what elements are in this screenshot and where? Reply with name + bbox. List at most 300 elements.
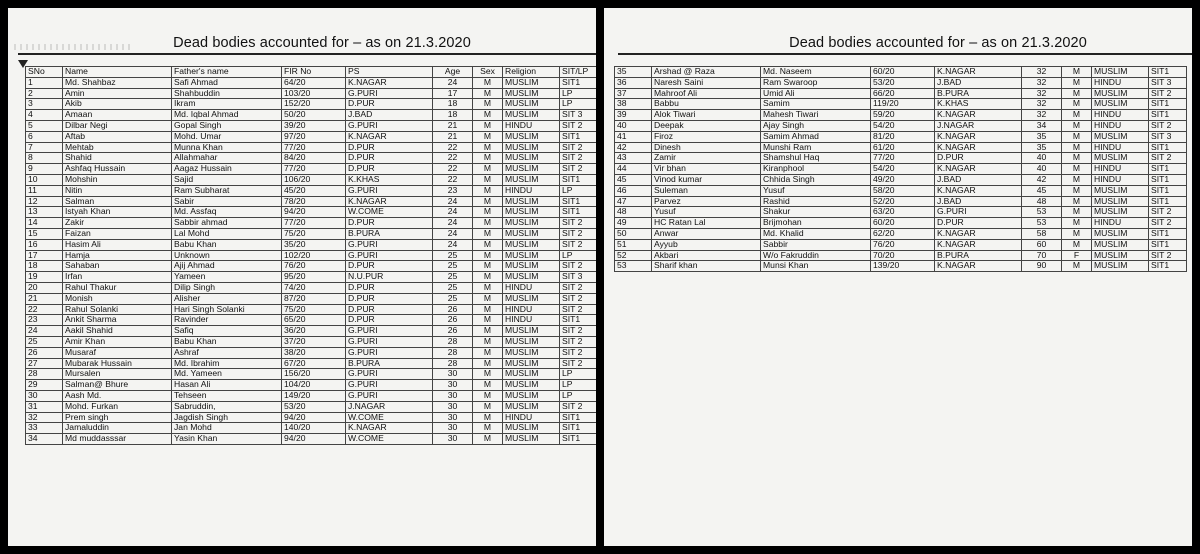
cell-age: 17 bbox=[433, 88, 473, 99]
cell-ps: K.NAGAR bbox=[935, 142, 1022, 153]
cell-sex: M bbox=[1062, 228, 1092, 239]
cell-religion: MUSLIM bbox=[1092, 67, 1149, 78]
cell-fir: 94/20 bbox=[282, 434, 346, 445]
cell-sno: 28 bbox=[26, 369, 63, 380]
cell-ps: K.NAGAR bbox=[346, 131, 433, 142]
cell-age: 34 bbox=[1022, 120, 1062, 131]
cell-sit: SIT 2 bbox=[560, 401, 597, 412]
cell-name: Md muddasssar bbox=[63, 434, 172, 445]
cell-sno: 5 bbox=[26, 120, 63, 131]
cell-ps: W.COME bbox=[346, 207, 433, 218]
cell-sex: M bbox=[1062, 174, 1092, 185]
cell-sno: 14 bbox=[26, 218, 63, 229]
table-row bbox=[26, 293, 597, 304]
cell-age: 25 bbox=[433, 272, 473, 283]
cell-fir: 87/20 bbox=[282, 293, 346, 304]
cell-sno: 32 bbox=[26, 412, 63, 423]
cell-sit: LP bbox=[560, 99, 597, 110]
cell-name: Naresh Saini bbox=[652, 77, 761, 88]
cell-name: Mehtab bbox=[63, 142, 172, 153]
page-title: Dead bodies accounted for – as on 21.3.2020 bbox=[173, 35, 471, 51]
cell-age: 21 bbox=[433, 131, 473, 142]
cell-fir: 61/20 bbox=[871, 142, 935, 153]
cell-name: Rahul Solanki bbox=[63, 304, 172, 315]
cell-sex: M bbox=[473, 110, 503, 121]
cell-age: 58 bbox=[1022, 228, 1062, 239]
cell-ps: D.PUR bbox=[346, 293, 433, 304]
table-row bbox=[26, 401, 597, 412]
table-row bbox=[26, 282, 597, 293]
cell-ps: D.PUR bbox=[346, 142, 433, 153]
cell-sex: M bbox=[473, 250, 503, 261]
cell-name: Sahaban bbox=[63, 261, 172, 272]
title-underline bbox=[18, 53, 596, 55]
cell-age: 30 bbox=[433, 434, 473, 445]
table-row bbox=[615, 120, 1187, 131]
cell-sit: SIT 2 bbox=[560, 153, 597, 164]
cell-ps: G.PURI bbox=[346, 185, 433, 196]
cell-ps: J.BAD bbox=[346, 110, 433, 121]
cell-religion: HINDU bbox=[1092, 142, 1149, 153]
cell-sno: 16 bbox=[26, 239, 63, 250]
cell-fir: 77/20 bbox=[871, 153, 935, 164]
cell-sex: M bbox=[473, 142, 503, 153]
cell-religion: MUSLIM bbox=[503, 77, 560, 88]
cell-name: Mahroof Ali bbox=[652, 88, 761, 99]
cell-sex: F bbox=[1062, 250, 1092, 261]
cell-father: Ajij Ahmad bbox=[172, 261, 282, 272]
cell-ps: K.NAGAR bbox=[935, 185, 1022, 196]
cell-sex: M bbox=[473, 164, 503, 175]
cell-name: Alok Tiwari bbox=[652, 110, 761, 121]
cell-fir: 106/20 bbox=[282, 174, 346, 185]
cell-age: 26 bbox=[433, 315, 473, 326]
cell-fir: 95/20 bbox=[282, 272, 346, 283]
cell-sit: SIT 2 bbox=[560, 358, 597, 369]
cell-fir: 139/20 bbox=[871, 261, 935, 272]
cell-age: 25 bbox=[433, 250, 473, 261]
cell-age: 32 bbox=[1022, 99, 1062, 110]
cell-sit: SIT 3 bbox=[560, 272, 597, 283]
cell-father: Babu Khan bbox=[172, 239, 282, 250]
cell-age: 30 bbox=[433, 390, 473, 401]
cell-father: Ashraf bbox=[172, 347, 282, 358]
header-ps: PS bbox=[346, 67, 433, 78]
cell-father: Babu Khan bbox=[172, 336, 282, 347]
title-underline bbox=[618, 53, 1192, 55]
cell-sno: 49 bbox=[615, 218, 652, 229]
cell-sno: 31 bbox=[26, 401, 63, 412]
cell-father: Safiq bbox=[172, 326, 282, 337]
cell-sex: M bbox=[1062, 67, 1092, 78]
cell-sit: SIT1 bbox=[1149, 110, 1187, 121]
cell-religion: HINDU bbox=[1092, 164, 1149, 175]
cell-fir: 77/20 bbox=[282, 164, 346, 175]
cell-sno: 46 bbox=[615, 185, 652, 196]
cell-fir: 76/20 bbox=[871, 239, 935, 250]
cell-sex: M bbox=[473, 207, 503, 218]
cell-age: 23 bbox=[433, 185, 473, 196]
cell-sno: 18 bbox=[26, 261, 63, 272]
table-row bbox=[615, 250, 1187, 261]
cell-sit: SIT 2 bbox=[560, 228, 597, 239]
cell-sit: SIT 2 bbox=[560, 261, 597, 272]
cell-sno: 21 bbox=[26, 293, 63, 304]
cell-ps: K.KHAS bbox=[935, 99, 1022, 110]
cell-ps: B.PURA bbox=[935, 250, 1022, 261]
page-title: Dead bodies accounted for – as on 21.3.2020 bbox=[789, 35, 1087, 51]
cell-fir: 63/20 bbox=[871, 207, 935, 218]
cell-sex: M bbox=[473, 293, 503, 304]
cell-fir: 97/20 bbox=[282, 131, 346, 142]
cell-fir: 76/20 bbox=[282, 261, 346, 272]
cell-sex: M bbox=[1062, 131, 1092, 142]
cell-sex: M bbox=[473, 282, 503, 293]
cell-sit: SIT 2 bbox=[560, 239, 597, 250]
cell-sex: M bbox=[473, 120, 503, 131]
cell-name: Deepak bbox=[652, 120, 761, 131]
cell-fir: 38/20 bbox=[282, 347, 346, 358]
cell-father: Yusuf bbox=[761, 185, 871, 196]
cell-name: Aash Md. bbox=[63, 390, 172, 401]
cell-sit: SIT 2 bbox=[1149, 120, 1187, 131]
cell-religion: MUSLIM bbox=[503, 347, 560, 358]
cell-sex: M bbox=[473, 401, 503, 412]
cell-father: Alisher bbox=[172, 293, 282, 304]
cell-religion: MUSLIM bbox=[503, 142, 560, 153]
table-row bbox=[615, 153, 1187, 164]
cell-name: Aakil Shahid bbox=[63, 326, 172, 337]
cell-religion: MUSLIM bbox=[503, 228, 560, 239]
table-row bbox=[26, 207, 597, 218]
header-sex: Sex bbox=[473, 67, 503, 78]
cell-ps: K.NAGAR bbox=[935, 261, 1022, 272]
cell-father: Safi Ahmad bbox=[172, 77, 282, 88]
cell-ps: K.NAGAR bbox=[346, 77, 433, 88]
cell-sex: M bbox=[473, 347, 503, 358]
cell-sit: SIT 2 bbox=[560, 293, 597, 304]
cell-fir: 64/20 bbox=[282, 77, 346, 88]
cell-name: Hamja bbox=[63, 250, 172, 261]
cell-sno: 2 bbox=[26, 88, 63, 99]
cell-fir: 62/20 bbox=[871, 228, 935, 239]
bodies-table-right bbox=[614, 66, 1187, 272]
table-row bbox=[26, 196, 597, 207]
cell-ps: G.PURI bbox=[346, 390, 433, 401]
cell-sno: 19 bbox=[26, 272, 63, 283]
cell-sit: SIT 2 bbox=[1149, 218, 1187, 229]
cell-sit: LP bbox=[560, 250, 597, 261]
cell-father: Brijmohan bbox=[761, 218, 871, 229]
cell-father: Unknown bbox=[172, 250, 282, 261]
document-page-left bbox=[8, 8, 596, 546]
cell-fir: 50/20 bbox=[282, 110, 346, 121]
cell-fir: 67/20 bbox=[282, 358, 346, 369]
cell-religion: HINDU bbox=[1092, 77, 1149, 88]
cell-name: Zamir bbox=[652, 153, 761, 164]
cell-fir: 52/20 bbox=[871, 196, 935, 207]
cell-sex: M bbox=[473, 358, 503, 369]
cell-fir: 36/20 bbox=[282, 326, 346, 337]
cell-father: Umid Ali bbox=[761, 88, 871, 99]
cell-age: 18 bbox=[433, 110, 473, 121]
cell-name: Aftab bbox=[63, 131, 172, 142]
cell-sit: SIT1 bbox=[560, 423, 597, 434]
cell-ps: D.PUR bbox=[935, 218, 1022, 229]
cell-name: Rahul Thakur bbox=[63, 282, 172, 293]
cell-age: 25 bbox=[433, 293, 473, 304]
cell-father: Shahbuddin bbox=[172, 88, 282, 99]
cell-sit: SIT 2 bbox=[560, 164, 597, 175]
cell-fir: 66/20 bbox=[871, 88, 935, 99]
cell-age: 24 bbox=[433, 77, 473, 88]
cell-fir: 94/20 bbox=[282, 207, 346, 218]
cell-ps: G.PURI bbox=[346, 239, 433, 250]
cell-religion: MUSLIM bbox=[1092, 131, 1149, 142]
cell-sex: M bbox=[1062, 142, 1092, 153]
cell-name: Ankit Sharma bbox=[63, 315, 172, 326]
cell-fir: 81/20 bbox=[871, 131, 935, 142]
cell-ps: G.PURI bbox=[346, 250, 433, 261]
cell-sex: M bbox=[473, 77, 503, 88]
cell-age: 40 bbox=[1022, 164, 1062, 175]
cell-sit: SIT 2 bbox=[560, 120, 597, 131]
cell-sno: 26 bbox=[26, 347, 63, 358]
cell-father: Chhida Singh bbox=[761, 174, 871, 185]
table-row bbox=[26, 153, 597, 164]
cell-sex: M bbox=[473, 434, 503, 445]
cell-sex: M bbox=[473, 326, 503, 337]
cell-sex: M bbox=[473, 185, 503, 196]
cell-name: Sharif khan bbox=[652, 261, 761, 272]
cell-father: Md. Assfaq bbox=[172, 207, 282, 218]
cell-sno: 52 bbox=[615, 250, 652, 261]
table-row bbox=[615, 174, 1187, 185]
table-row bbox=[26, 336, 597, 347]
cell-name: Istyah Khan bbox=[63, 207, 172, 218]
cell-father: Shamshul Haq bbox=[761, 153, 871, 164]
cell-fir: 70/20 bbox=[871, 250, 935, 261]
cell-religion: MUSLIM bbox=[503, 174, 560, 185]
cell-religion: MUSLIM bbox=[503, 218, 560, 229]
cell-father: Hasan Ali bbox=[172, 380, 282, 391]
cell-age: 22 bbox=[433, 142, 473, 153]
cell-sit: SIT1 bbox=[560, 315, 597, 326]
table-row bbox=[26, 434, 597, 445]
cell-age: 28 bbox=[433, 336, 473, 347]
cell-age: 35 bbox=[1022, 142, 1062, 153]
table-row bbox=[26, 228, 597, 239]
cell-sex: M bbox=[1062, 153, 1092, 164]
cell-ps: G.PURI bbox=[935, 207, 1022, 218]
cell-ps: K.NAGAR bbox=[346, 423, 433, 434]
document-page-right bbox=[604, 8, 1192, 546]
cell-father: Sabir bbox=[172, 196, 282, 207]
cell-sex: M bbox=[473, 272, 503, 283]
cell-sit: LP bbox=[560, 88, 597, 99]
cell-ps: K.NAGAR bbox=[935, 131, 1022, 142]
cell-name: Vinod kumar bbox=[652, 174, 761, 185]
table-row bbox=[26, 304, 597, 315]
cell-sno: 22 bbox=[26, 304, 63, 315]
cell-age: 24 bbox=[433, 196, 473, 207]
cell-sex: M bbox=[473, 153, 503, 164]
cell-name: Akib bbox=[63, 99, 172, 110]
cell-sit: SIT1 bbox=[1149, 185, 1187, 196]
cell-fir: 77/20 bbox=[282, 142, 346, 153]
cell-religion: MUSLIM bbox=[1092, 228, 1149, 239]
cell-age: 24 bbox=[433, 228, 473, 239]
cell-age: 53 bbox=[1022, 207, 1062, 218]
table-row bbox=[26, 164, 597, 175]
cell-sno: 39 bbox=[615, 110, 652, 121]
cell-father: Aagaz Hussain bbox=[172, 164, 282, 175]
cell-sex: M bbox=[473, 390, 503, 401]
table-row bbox=[26, 250, 597, 261]
table-row bbox=[615, 110, 1187, 121]
header-father: Father's name bbox=[172, 67, 282, 78]
cell-ps: K.NAGAR bbox=[346, 196, 433, 207]
cell-religion: HINDU bbox=[503, 282, 560, 293]
cell-sno: 12 bbox=[26, 196, 63, 207]
cell-name: Dinesh bbox=[652, 142, 761, 153]
cell-sit: SIT1 bbox=[560, 174, 597, 185]
cell-age: 30 bbox=[433, 369, 473, 380]
cell-father: Ikram bbox=[172, 99, 282, 110]
cell-name: Ashfaq Hussain bbox=[63, 164, 172, 175]
cell-father: Shakur bbox=[761, 207, 871, 218]
cell-sex: M bbox=[1062, 110, 1092, 121]
cell-religion: MUSLIM bbox=[503, 293, 560, 304]
cell-religion: MUSLIM bbox=[1092, 239, 1149, 250]
cell-name: Musaraf bbox=[63, 347, 172, 358]
cell-religion: HINDU bbox=[503, 315, 560, 326]
cell-sex: M bbox=[1062, 239, 1092, 250]
header-sit: SIT/LP bbox=[560, 67, 597, 78]
cell-sit: SIT 2 bbox=[560, 347, 597, 358]
cell-ps: G.PURI bbox=[346, 347, 433, 358]
cell-sno: 3 bbox=[26, 99, 63, 110]
cell-ps: B.PURA bbox=[346, 358, 433, 369]
cell-sex: M bbox=[473, 380, 503, 391]
cell-age: 30 bbox=[433, 380, 473, 391]
cell-ps: D.PUR bbox=[346, 282, 433, 293]
bodies-table-left bbox=[25, 66, 596, 445]
cell-fir: 156/20 bbox=[282, 369, 346, 380]
cell-ps: D.PUR bbox=[346, 99, 433, 110]
cell-name: Salman bbox=[63, 196, 172, 207]
cell-religion: HINDU bbox=[1092, 120, 1149, 131]
cell-sno: 47 bbox=[615, 196, 652, 207]
cell-age: 24 bbox=[433, 218, 473, 229]
table-row bbox=[26, 174, 597, 185]
cell-name: Dilbar Negi bbox=[63, 120, 172, 131]
cell-sit: SIT 2 bbox=[560, 218, 597, 229]
cell-age: 70 bbox=[1022, 250, 1062, 261]
table-row bbox=[615, 228, 1187, 239]
cell-fir: 54/20 bbox=[871, 120, 935, 131]
table-row bbox=[615, 207, 1187, 218]
cell-religion: MUSLIM bbox=[1092, 250, 1149, 261]
cell-fir: 58/20 bbox=[871, 185, 935, 196]
cell-religion: HINDU bbox=[1092, 174, 1149, 185]
cell-religion: MUSLIM bbox=[1092, 99, 1149, 110]
cell-age: 18 bbox=[433, 99, 473, 110]
cell-sno: 17 bbox=[26, 250, 63, 261]
cell-name: Md. Shahbaz bbox=[63, 77, 172, 88]
cell-age: 24 bbox=[433, 239, 473, 250]
cell-sno: 43 bbox=[615, 153, 652, 164]
cell-religion: MUSLIM bbox=[1092, 196, 1149, 207]
cell-ps: D.PUR bbox=[346, 164, 433, 175]
table-row bbox=[615, 239, 1187, 250]
cell-sno: 38 bbox=[615, 99, 652, 110]
table-row bbox=[615, 218, 1187, 229]
cell-fir: 65/20 bbox=[282, 315, 346, 326]
cell-name: Suleman bbox=[652, 185, 761, 196]
cell-religion: MUSLIM bbox=[1092, 207, 1149, 218]
cell-sno: 50 bbox=[615, 228, 652, 239]
cell-age: 30 bbox=[433, 412, 473, 423]
cell-ps: G.PURI bbox=[346, 369, 433, 380]
cell-religion: MUSLIM bbox=[503, 239, 560, 250]
table-row bbox=[26, 326, 597, 337]
cell-sno: 42 bbox=[615, 142, 652, 153]
cell-sit: SIT 3 bbox=[1149, 77, 1187, 88]
cell-sex: M bbox=[473, 336, 503, 347]
cell-sit: SIT 3 bbox=[560, 110, 597, 121]
cell-name: Amin bbox=[63, 88, 172, 99]
cell-sno: 33 bbox=[26, 423, 63, 434]
cell-sit: LP bbox=[560, 369, 597, 380]
cell-father: Md. Iqbal Ahmad bbox=[172, 110, 282, 121]
cell-sex: M bbox=[473, 261, 503, 272]
cell-sno: 36 bbox=[615, 77, 652, 88]
cell-religion: HINDU bbox=[1092, 110, 1149, 121]
cell-father: Kiranphool bbox=[761, 164, 871, 175]
cell-age: 28 bbox=[433, 358, 473, 369]
cell-sex: M bbox=[473, 423, 503, 434]
cell-sit: SIT 2 bbox=[560, 142, 597, 153]
cell-fir: 37/20 bbox=[282, 336, 346, 347]
cell-sno: 25 bbox=[26, 336, 63, 347]
table-row bbox=[615, 67, 1187, 78]
table-body-left bbox=[26, 77, 597, 444]
table-header-row bbox=[26, 67, 597, 78]
cell-sno: 37 bbox=[615, 88, 652, 99]
cell-religion: MUSLIM bbox=[503, 261, 560, 272]
cell-sex: M bbox=[1062, 261, 1092, 272]
cell-sex: M bbox=[1062, 218, 1092, 229]
cell-religion: HINDU bbox=[503, 120, 560, 131]
table-row bbox=[615, 185, 1187, 196]
cell-sex: M bbox=[473, 174, 503, 185]
table-row bbox=[26, 358, 597, 369]
header-fir: FIR No bbox=[282, 67, 346, 78]
cell-religion: MUSLIM bbox=[503, 131, 560, 142]
cell-ps: D.PUR bbox=[346, 261, 433, 272]
cell-fir: 152/20 bbox=[282, 99, 346, 110]
cell-religion: MUSLIM bbox=[503, 369, 560, 380]
cell-sit: SIT1 bbox=[560, 412, 597, 423]
table-row bbox=[26, 185, 597, 196]
cell-sex: M bbox=[473, 218, 503, 229]
cell-sno: 30 bbox=[26, 390, 63, 401]
cell-religion: MUSLIM bbox=[503, 99, 560, 110]
cell-age: 26 bbox=[433, 304, 473, 315]
cell-age: 90 bbox=[1022, 261, 1062, 272]
cell-age: 28 bbox=[433, 347, 473, 358]
